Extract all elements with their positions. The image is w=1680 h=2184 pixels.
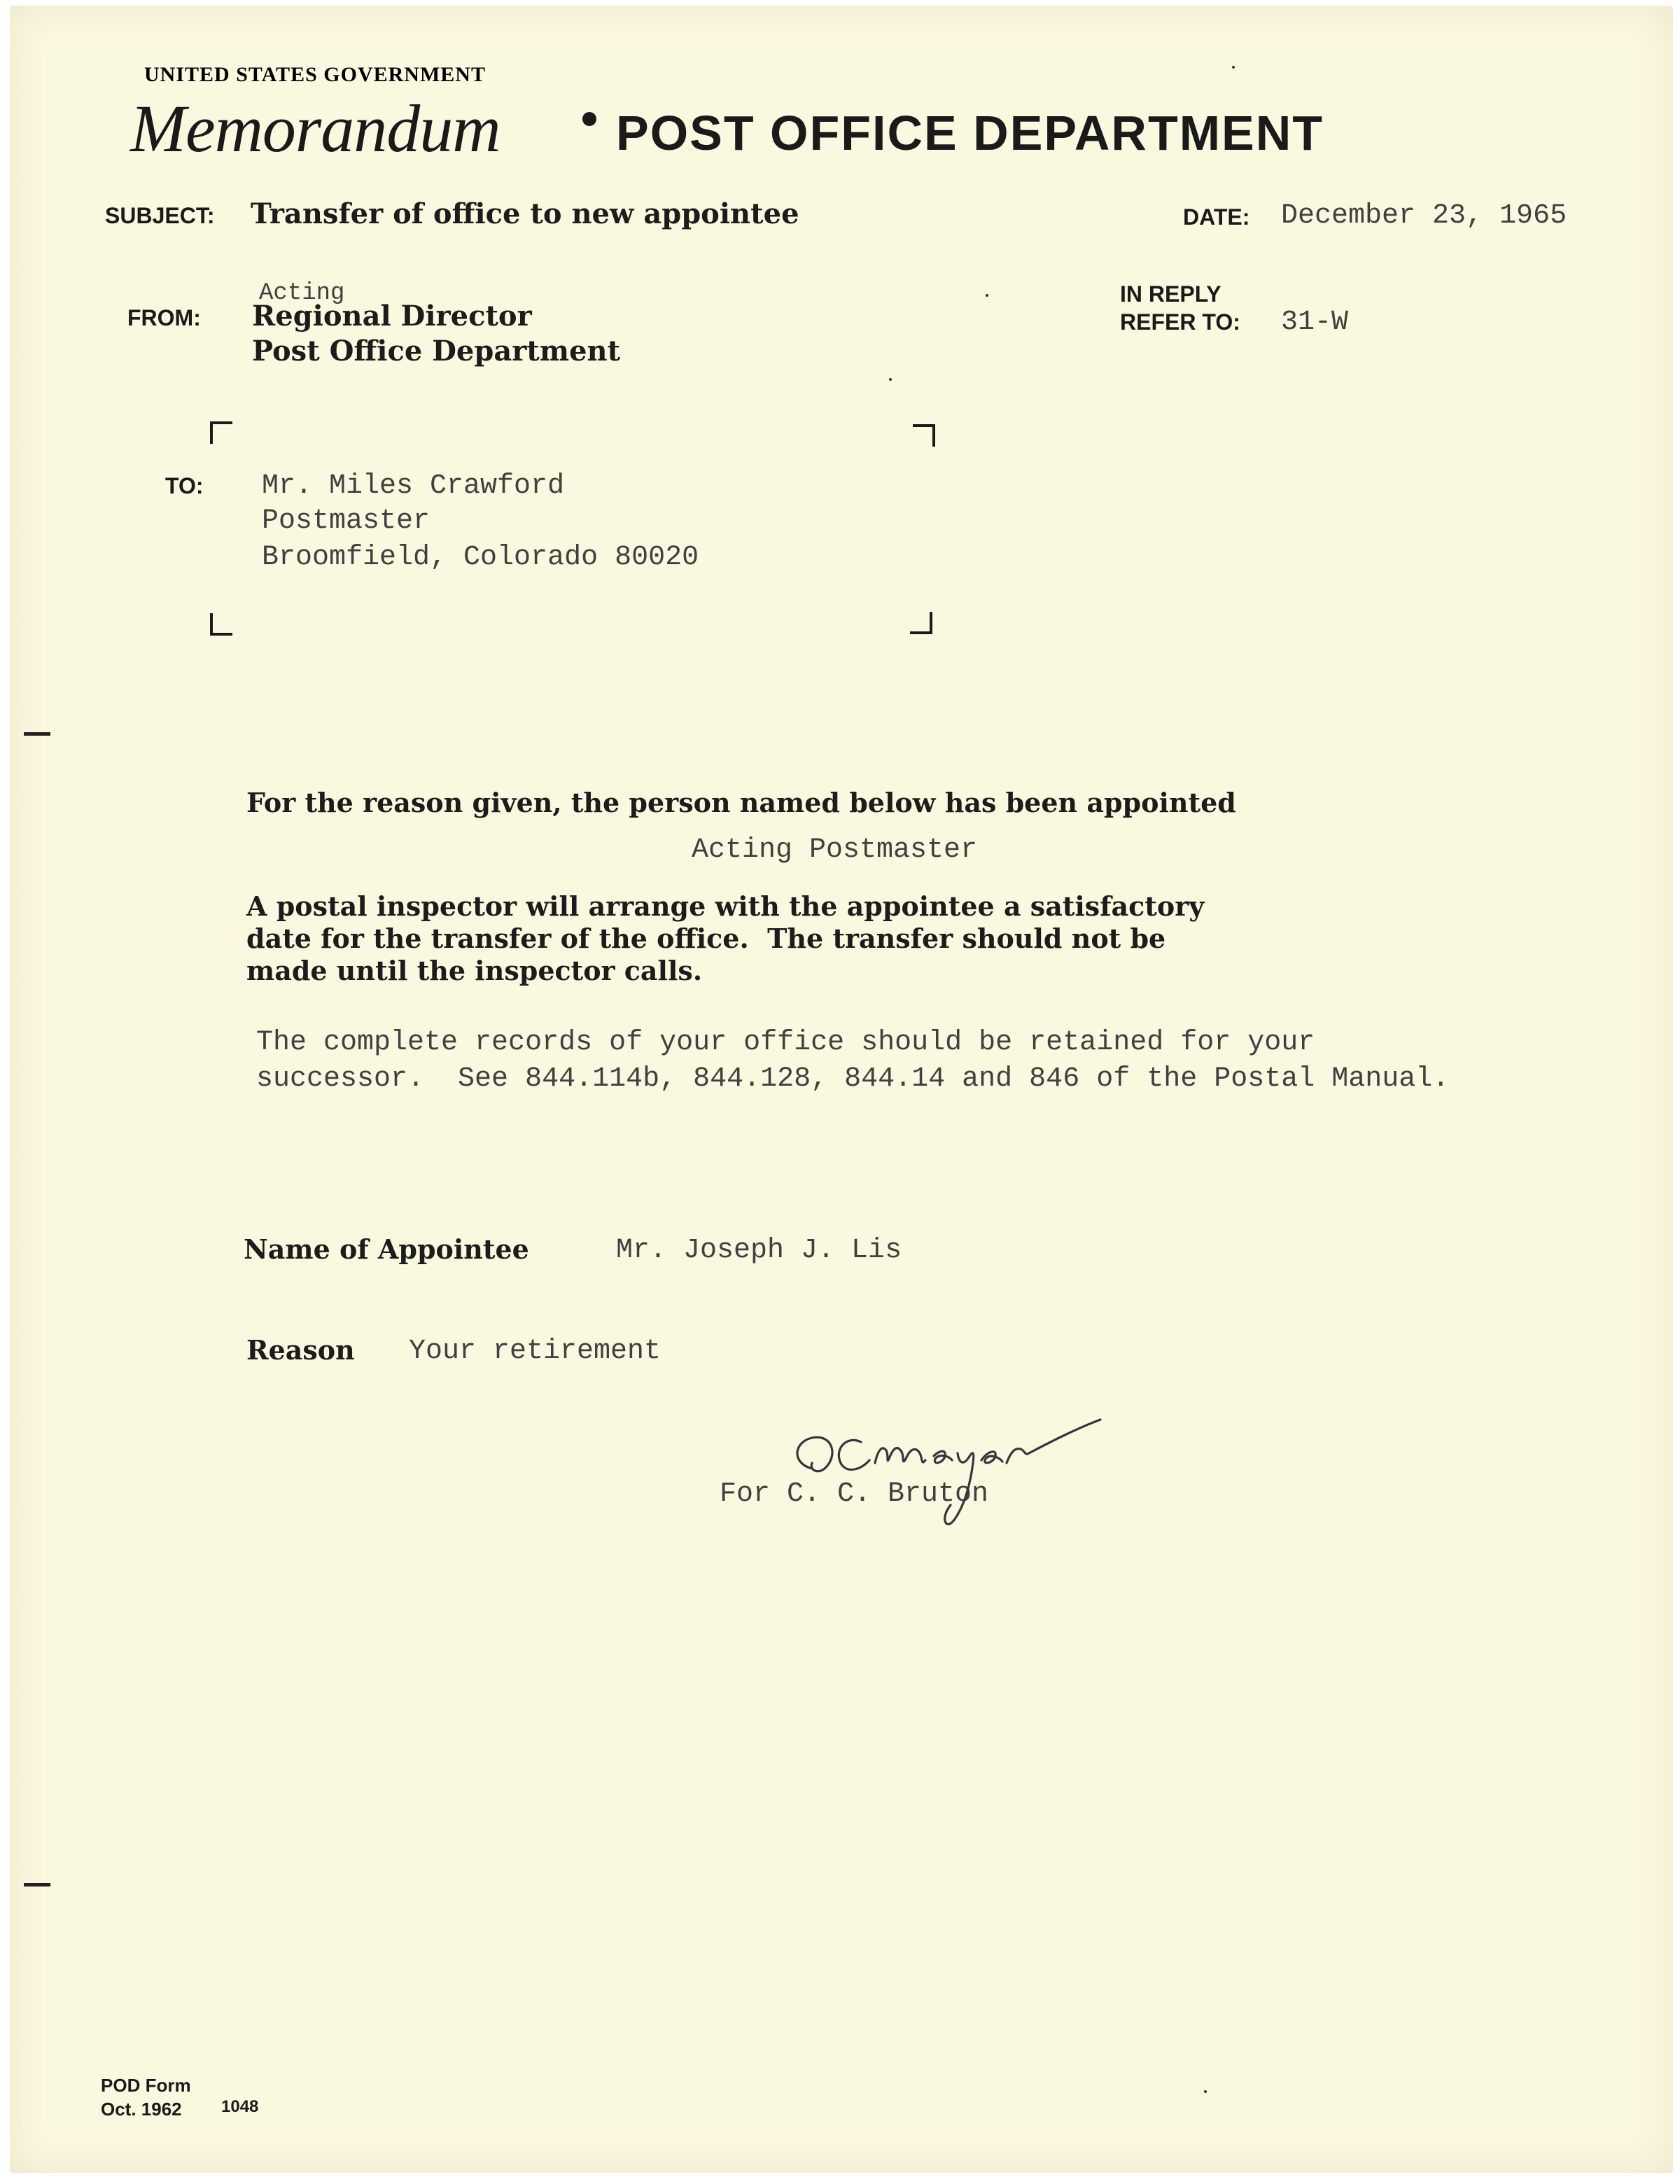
paper-speck [889, 378, 892, 381]
government-heading: UNITED STATES GOVERNMENT [144, 63, 486, 86]
in-reply-label: IN REPLY [1120, 281, 1222, 307]
form-footer [101, 2073, 191, 2121]
from-line-1: Regional Director [252, 300, 532, 332]
body-paragraph-1: For the reason given, the person named below has been appointed [246, 787, 1236, 818]
to-line-2: Postmaster [262, 505, 430, 537]
handwritten-signature [784, 1414, 1120, 1554]
refer-to-value: 31-W [1281, 307, 1349, 338]
fold-mark [24, 732, 50, 736]
to-label: TO: [165, 473, 204, 498]
address-corner-bottom-left [210, 613, 232, 636]
from-line-2: Post Office Department [252, 335, 621, 368]
body-paragraph-2: A postal inspector will arrange with the appointee a satisfactory date for the transfer of the office. The transfer should not be made until the inspector calls. [246, 890, 1205, 986]
paper-speck [986, 294, 988, 297]
typed-signature: For C. C. Bruton [720, 1478, 989, 1510]
address-corner-top-right [913, 424, 935, 447]
reason-label: Reason [246, 1334, 355, 1366]
refer-to-label: REFER TO: [1120, 309, 1240, 335]
appointee-value: Mr. Joseph J. Lis [616, 1235, 902, 1266]
date-label: DATE: [1183, 204, 1250, 230]
subject-value: Transfer of office to new appointee [251, 197, 799, 230]
appointed-role: Acting Postmaster [692, 834, 978, 866]
from-acting: Acting [259, 280, 345, 307]
appointee-label: Name of Appointee [244, 1233, 529, 1265]
reason-value: Your retirement [409, 1336, 662, 1367]
address-corner-bottom-right [910, 612, 932, 634]
from-label: FROM: [127, 305, 201, 330]
form-date: Oct. 1962 [101, 2099, 182, 2120]
to-line-3: Broomfield, Colorado 80020 [262, 542, 699, 573]
fold-mark [24, 1883, 50, 1886]
subject-label: SUBJECT: [105, 203, 215, 228]
body-paragraph-3: The complete records of your office should be retained for your successor. See 844.114b, 844.128, 844.14 and 846 of the Postal Manual. [256, 1027, 1450, 1095]
paper-speck [1204, 2090, 1207, 2093]
department-heading: POST OFFICE DEPARTMENT [616, 106, 1324, 160]
date-value: December 23, 1965 [1281, 200, 1567, 232]
memorandum-heading: Memorandum [130, 91, 500, 166]
heading-bullet [582, 112, 596, 126]
reply-label [1120, 280, 1240, 336]
address-corner-top-left [210, 421, 232, 444]
form-name: POD Form [101, 2075, 191, 2096]
to-line-1: Mr. Miles Crawford [262, 470, 565, 502]
paper-speck [1232, 66, 1235, 69]
form-number: 1048 [221, 2097, 259, 2116]
